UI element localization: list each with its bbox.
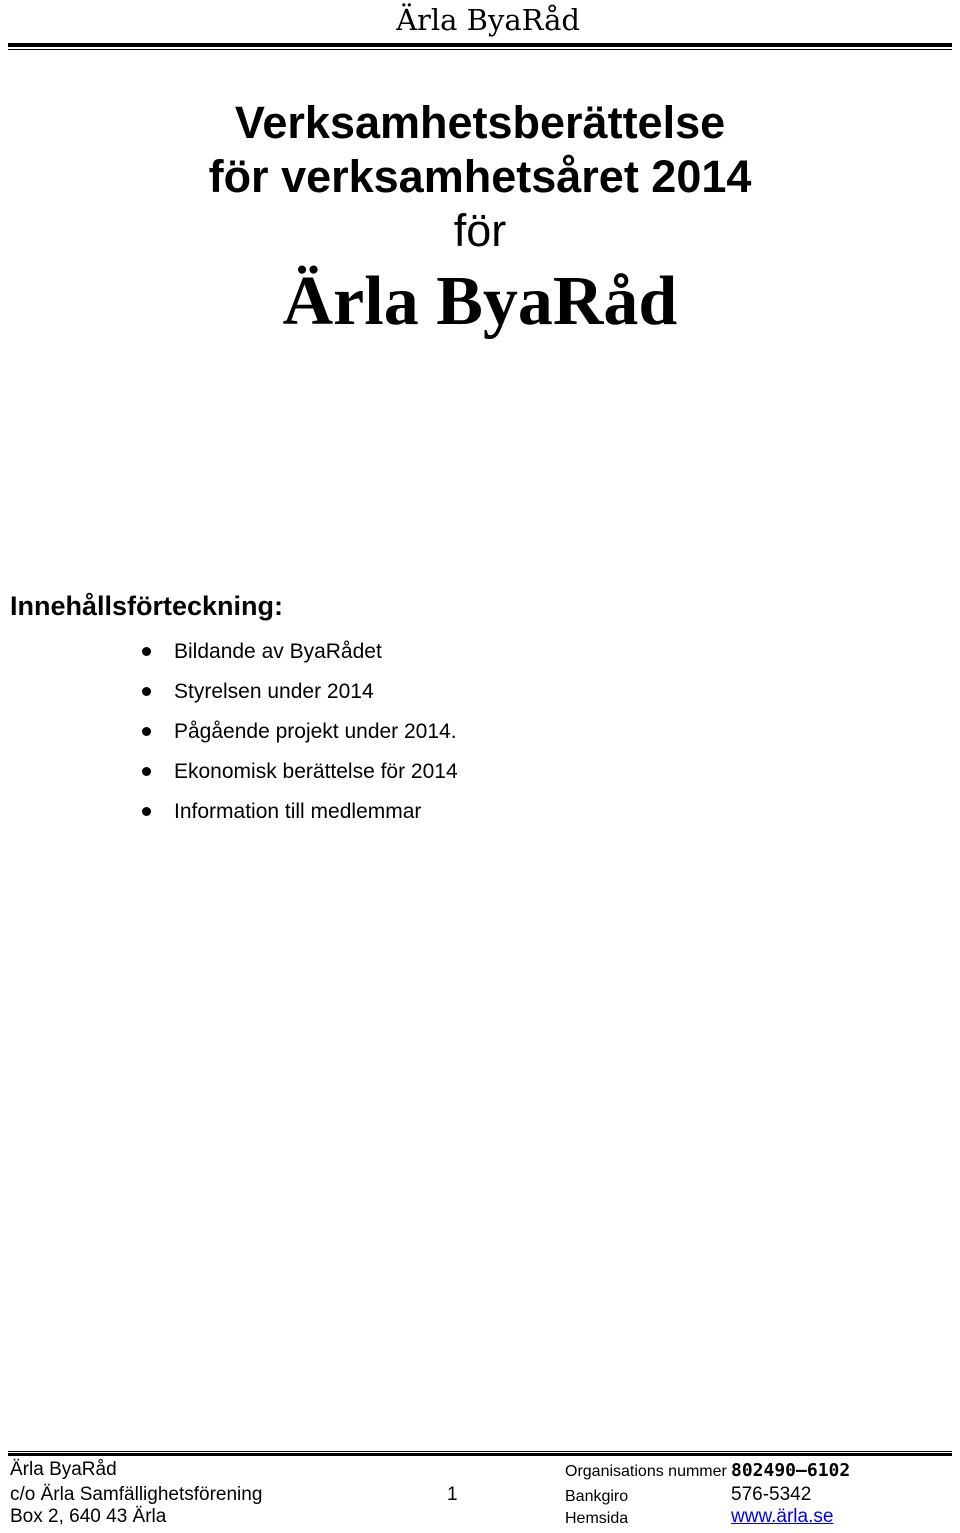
org-number-value: 802490–6102 — [731, 1460, 851, 1481]
toc-item-label: Pågående projekt under 2014. — [174, 720, 457, 743]
website-label: Hemsida — [565, 1510, 629, 1527]
footer-rule-thin — [8, 1451, 952, 1452]
footer-rule-thick — [8, 1453, 952, 1456]
toc-item — [0, 632, 458, 672]
organization-name: Ärla ByaRåd — [282, 263, 678, 340]
bullet-icon — [142, 647, 151, 656]
toc-list — [0, 632, 458, 832]
page-number: 1 — [447, 1484, 458, 1505]
header-rule-thin — [8, 49, 952, 50]
toc-item — [0, 752, 458, 792]
footer-address-line1: c/o Ärla Samfällighetsförening — [10, 1484, 263, 1505]
toc-heading: Innehållsförteckning: — [10, 591, 284, 621]
footer-org-name: Ärla ByaRåd — [10, 1459, 117, 1480]
bankgiro-label: Bankgiro — [565, 1488, 629, 1505]
bullet-icon — [142, 687, 151, 696]
bankgiro-value: 576-5342 — [731, 1484, 812, 1505]
document-subtitle: för verksamhetsåret 2014 — [208, 151, 752, 202]
footer-address-line2: Box 2, 640 43 Ärla — [10, 1506, 167, 1527]
toc-item — [0, 712, 458, 752]
org-number-label: Organisations nummer — [565, 1463, 727, 1480]
toc-item-label: Ekonomisk berättelse för 2014 — [174, 760, 458, 783]
toc-item-label: Styrelsen under 2014 — [174, 680, 374, 703]
header-rule-thick — [8, 43, 952, 47]
toc-item-label: Bildande av ByaRådet — [174, 640, 382, 663]
document-title: Verksamhetsberättelse — [234, 97, 726, 148]
bullet-icon — [142, 727, 151, 736]
title-block — [0, 96, 960, 346]
title-preposition: för — [453, 205, 507, 256]
website-link[interactable]: www.ärla.se — [731, 1506, 834, 1527]
bullet-icon — [142, 807, 151, 816]
toc-item-label: Information till medlemmar — [174, 800, 422, 823]
bullet-icon — [142, 767, 151, 776]
toc-item — [0, 792, 458, 832]
header-title: Ärla ByaRåd — [396, 3, 580, 37]
toc-item — [0, 672, 458, 712]
